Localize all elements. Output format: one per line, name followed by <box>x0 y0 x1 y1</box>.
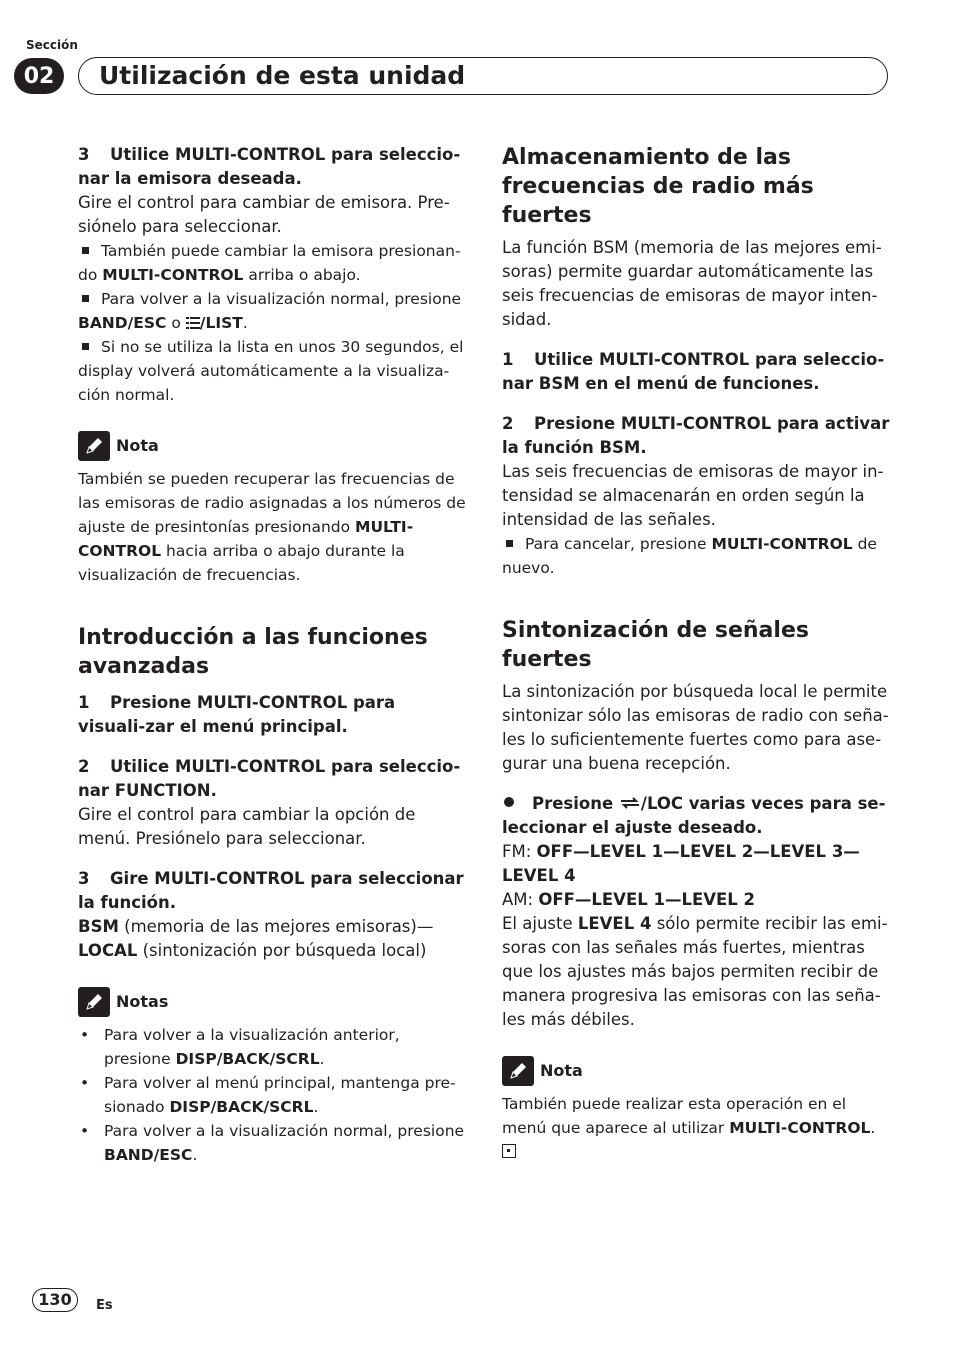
pencil-note-icon <box>78 431 110 461</box>
step-2-body: Las seis frecuencias de emisoras de mayor in-tensidad se almacenarán en orden según la intensidad de las señales. <box>502 462 884 529</box>
heading-advanced-functions: Introducción a las funciones avanzadas <box>78 625 428 679</box>
pencil-note-icon <box>502 1056 534 1086</box>
local-body: La sintonización por búsqueda local le permite sintonizar sólo las emisoras de radio con seña-les lo suficientemente fuertes como para ase-gurar una buena recepción. <box>502 682 889 773</box>
round-bullet-icon <box>504 797 514 807</box>
square-bullet-icon <box>82 295 89 302</box>
note-item: Si no se utiliza la lista en unos 30 segundos, el display volverá automáticamente a la visualiza-ción normal. <box>78 338 464 404</box>
nota-text: También se pueden recuperar las frecuencias de las emisoras de radio asignadas a los números de ajuste de presintonías presionando MULTI-CONTROL hacia arriba o abajo durante la visualización de frecuencias. <box>78 470 466 584</box>
list-icon <box>186 312 200 324</box>
step-1-main-menu: 1 Presione MULTI-CONTROL para visuali-zar el menú principal. <box>78 693 396 736</box>
step-1-select-bsm: 1 Utilice MULTI-CONTROL para seleccio-nar BSM en el menú de funciones. <box>502 350 885 393</box>
end-mark-icon <box>502 1144 516 1158</box>
step-2-body: Gire el control para cambiar la opción de menú. Presiónelo para seleccionar. <box>78 805 416 848</box>
nota-heading: Nota <box>502 1056 892 1086</box>
heading-bsm: Almacenamiento de las frecuencias de radio más fuertes <box>502 145 814 228</box>
note-item: Para volver a la visualización normal, presione BAND/ESC o /LIST. <box>78 290 462 332</box>
right-column <box>502 143 892 1164</box>
pencil-note-icon <box>78 987 110 1017</box>
nota-text: También puede realizar esta operación en el menú que aparece al utilizar MULTI-CONTROL. <box>502 1092 892 1164</box>
fm-levels: FM: OFF—LEVEL 1—LEVEL 2—LEVEL 3—LEVEL 4 <box>502 842 860 885</box>
list-item: • Para volver a la visualización normal, presione BAND/ESC. <box>78 1119 468 1167</box>
step-2-select-function: 2 Utilice MULTI-CONTROL para seleccio-nar FUNCTION. <box>78 757 461 800</box>
step-2-activate-bsm: 2 Presione MULTI-CONTROL para activar la función BSM. <box>502 414 890 457</box>
heading-local-tuning: Sintonización de señales fuertes <box>502 618 809 672</box>
square-bullet-icon <box>82 343 89 350</box>
square-bullet-icon <box>506 540 513 547</box>
list-item: • Para volver al menú principal, mantenga pre-sionado DISP/BACK/SCRL. <box>78 1071 468 1119</box>
page-number: 130 <box>32 1288 78 1312</box>
note-item: Para cancelar, presione MULTI-CONTROL de nuevo. <box>502 535 877 577</box>
bsm-body: La función BSM (memoria de las mejores emi-soras) permite guardar automáticamente las seis frecuencias de emisoras de mayor inten-sidad. <box>502 238 882 329</box>
am-levels: AM: OFF—LEVEL 1—LEVEL 2 <box>502 890 756 909</box>
page-title: Utilización de esta unidad <box>78 57 888 95</box>
step-3-select-feature: 3 Gire MULTI-CONTROL para seleccionar la función. <box>78 869 464 912</box>
loop-arrow-icon <box>619 793 641 807</box>
level-body: El ajuste LEVEL 4 sólo permite recibir las emi-soras con las señales más fuertes, mientras que los ajustes más bajos permiten recibir de manera progresiva las emisoras con las seña-les más débiles. <box>502 914 888 1029</box>
section-label: Sección <box>26 38 78 52</box>
step-3-body: Gire el control para cambiar de emisora. Pre-siónelo para seleccionar. <box>78 193 450 236</box>
left-column <box>78 143 468 1167</box>
step-3-select-station: 3 Utilice MULTI-CONTROL para seleccio-nar la emisora deseada. <box>78 145 461 188</box>
language-code: Es <box>96 1298 113 1313</box>
nota-heading: Nota <box>78 431 468 461</box>
notas-list <box>78 1023 468 1167</box>
list-item: • Para volver a la visualización anterior, presione DISP/BACK/SCRL. <box>78 1023 468 1071</box>
step-press-loc: Presione /LOC varias veces para se-leccionar el ajuste deseado. <box>502 794 886 837</box>
section-number-badge: 02 <box>14 58 64 94</box>
note-item: También puede cambiar la emisora presionan-do MULTI-CONTROL arriba o abajo. <box>78 242 461 284</box>
notas-heading: Notas <box>78 987 468 1017</box>
square-bullet-icon <box>82 247 89 254</box>
step-3-options: BSM (memoria de las mejores emisoras)—LOCAL (sintonización por búsqueda local) <box>78 917 434 960</box>
